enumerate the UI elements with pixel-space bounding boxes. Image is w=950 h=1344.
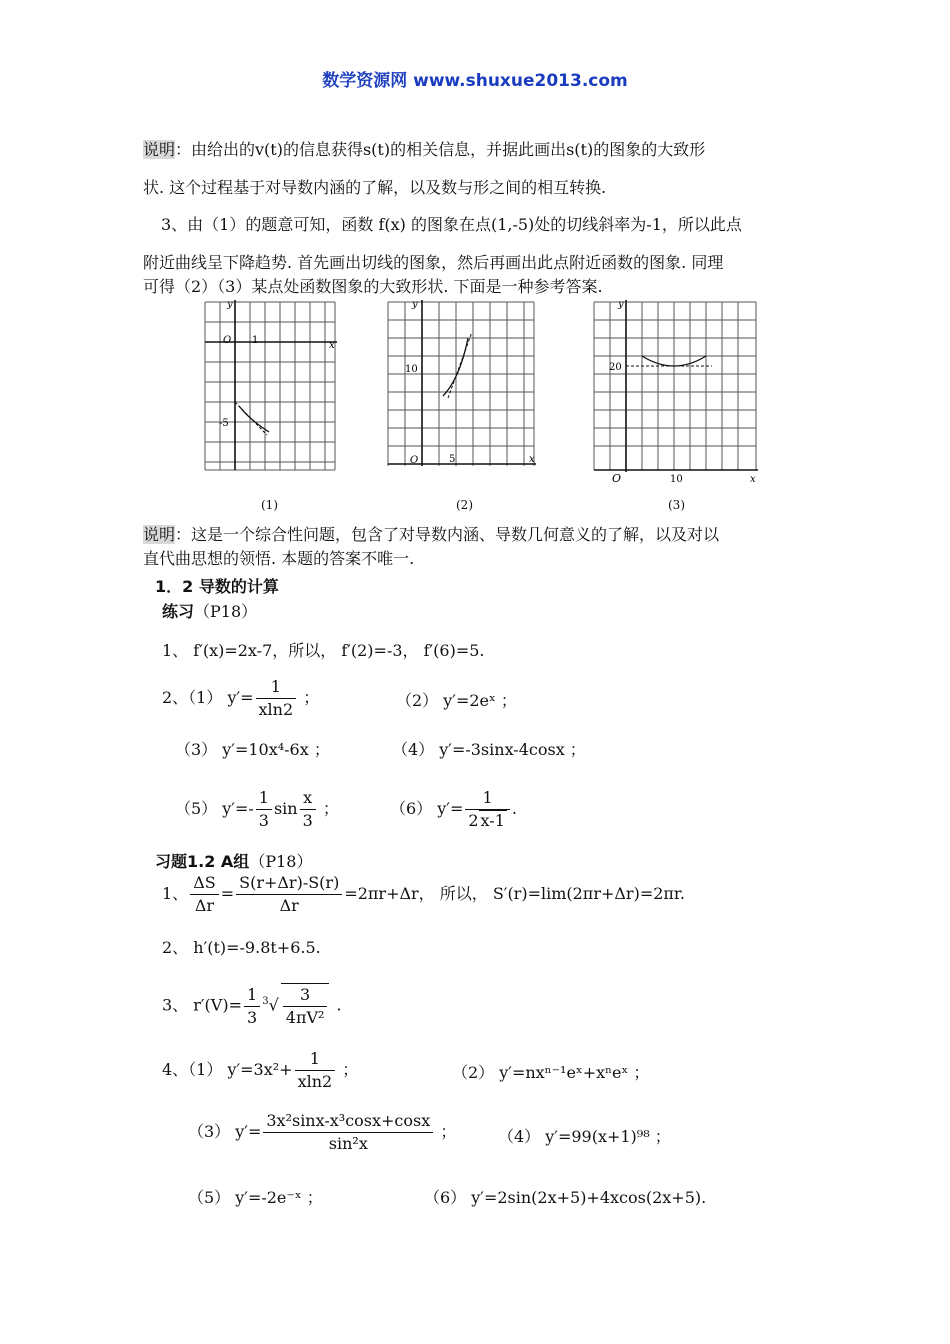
hw2: 2、 h′(t)=-9.8t+6.5. [162, 938, 321, 957]
ex2-1: 2、（1） y′= $\frac{1}{xln2}$ ； [162, 677, 320, 719]
graph-2-grid [388, 302, 534, 466]
ex2-4: （4） y′=-3sinx-4cosx ； [392, 740, 586, 759]
homework-title: 习题1.2 A组 [155, 852, 250, 871]
ex2-1-num: 1 [256, 676, 297, 699]
graph-2-tick-x: 5 [449, 454, 456, 465]
graph-1-x-label: x [329, 340, 335, 351]
graph-1-tick-x: 1 [252, 335, 259, 346]
graph-3-caption: (3) [668, 498, 685, 512]
graph-2-origin: O [410, 455, 419, 466]
graph-3-tick-y: 20 [609, 362, 622, 373]
ex2-5-prefix: （5） y′=- [175, 799, 254, 818]
item3-line1: 3、由（1）的题意可知，函数 f(x) 的图象在点(1,-5)处的切线斜率为-1，所以此点 [161, 215, 742, 234]
item3-line2: 附近曲线呈下降趋势. 首先画出切线的图象，然后再画出此点附近函数的图象. 同理 [143, 253, 724, 272]
practice-title: 练习 [162, 602, 195, 621]
graph-1-caption: (1) [261, 498, 278, 512]
graph-2-tick-y: 10 [405, 364, 418, 375]
practice-page: （P18） [194, 602, 258, 621]
graph-3-grid [594, 302, 756, 470]
homework-page: （P18） [249, 852, 313, 871]
graph-3-origin: O [612, 472, 622, 483]
ex2-1-prefix: 2、（1） y′= [162, 688, 254, 707]
graph-1-y-label: y [227, 299, 233, 310]
ex2-3: （3） y′=10x⁴-6x ； [175, 740, 330, 759]
hw4-3: （3） y′= $\frac{\text{3x²sinx-x³cosx+cosx}}{\text{sin²x}}$ ； [188, 1111, 457, 1153]
ex2-2: （2） y′=2eˣ ； [396, 691, 517, 710]
graph-1-tick-y: -5 [219, 418, 229, 429]
hw4-5: （5） y′=-2e⁻ˣ ； [188, 1188, 323, 1207]
graph-3-x-label: x [750, 474, 756, 483]
graph-2-tangent [448, 332, 472, 398]
ex2-5: （5） y′=- $\frac{1}{3}$ sin $\frac{x}{3}$ ； [175, 788, 339, 830]
hw4-1: 4、（1） y′=3x²+ $\frac{1}{xln2}$ ； [162, 1049, 359, 1091]
note1-label: 说明 [143, 140, 176, 159]
graph-2-x-label: x [529, 454, 535, 465]
graph-2-y-label: y [412, 299, 418, 310]
graph-2-caption: (2) [456, 498, 473, 512]
ex2-6-prefix: （6） y′= [390, 799, 464, 818]
ex2-1-fraction [256, 676, 297, 721]
graph-1-grid [205, 302, 335, 470]
hw4-4: （4） y′=99(x+1)⁹⁸ ； [498, 1127, 671, 1146]
note2-line1: ：这是一个综合性问题，包含了对导数内涵、导数几何意义的了解，以及对以 [175, 525, 720, 544]
graph-1-origin: O [223, 335, 232, 346]
hw1-prefix: 1、 [162, 884, 189, 903]
graph-1-tangent [235, 402, 267, 435]
ex2-6: （6） y′= $\frac{1}{2 x-1}$ . [390, 788, 517, 830]
ex2-1-den: xln2 [258, 700, 294, 719]
graph-3-tick-x: 10 [670, 474, 683, 483]
hw3-prefix: 3、 r′(V)= [162, 995, 242, 1015]
hw4-2: （2） y′=nxⁿ⁻¹eˣ+xⁿeˣ ； [452, 1063, 650, 1082]
note2-paragraph [143, 518, 808, 576]
note1-line2: 状. 这个过程基于对导数内涵的了解，以及数与形之间的相互转换. [143, 178, 607, 197]
homework-heading [155, 849, 312, 872]
graph-2 [380, 298, 540, 473]
section-title: 1．2 导数的计算 [155, 577, 279, 596]
hw1: 1、 $\frac{\Delta S}{\Delta r}$ = $\frac{S(r+\Delta r)-S(r)}{\Delta r}$ =2πr+Δr， 所以， S′(r)=lim(2πr+Δr)=2πr. [162, 873, 685, 915]
hw1-tail: =2πr+Δr， 所以， S′(r)=lim(2πr+Δr)=2πr. [344, 884, 685, 903]
graph-1 [195, 298, 345, 473]
hw4-6: （6） y′=2sin(2x+5)+4xcos(2x+5). [424, 1188, 707, 1207]
hw3: 3、 r′(V)= $\frac{1}{3}$ $^3$√ $\frac{3}{\text{4πV²}}$ . [162, 984, 342, 1027]
practice-heading [162, 599, 257, 622]
note1-paragraph [143, 133, 808, 205]
note1-line1: ：由给出的v(t)的信息获得s(t)的相关信息，并据此画出s(t)的图象的大致形 [175, 140, 706, 159]
hw4-1-prefix: 4、（1） y′=3x²+ [162, 1060, 293, 1079]
ex1: 1、 f′(x)=2x-7，所以， f′(2)=-3， f′(6)=5. [162, 641, 485, 660]
note2-line2: 直代曲思想的领悟. 本题的答案不唯一. [143, 549, 415, 568]
item3-line3: 可得（2）（3）某点处函数图象的大致形状. 下面是一种参考答案. [143, 277, 603, 296]
graph-3-y-label: y [618, 299, 624, 310]
graph-3 [588, 298, 760, 483]
note2-label: 说明 [143, 525, 176, 544]
hw4-3-prefix: （3） y′= [188, 1122, 262, 1141]
site-header[interactable]: 数学资源网 www.shuxue2013.com [322, 71, 628, 91]
